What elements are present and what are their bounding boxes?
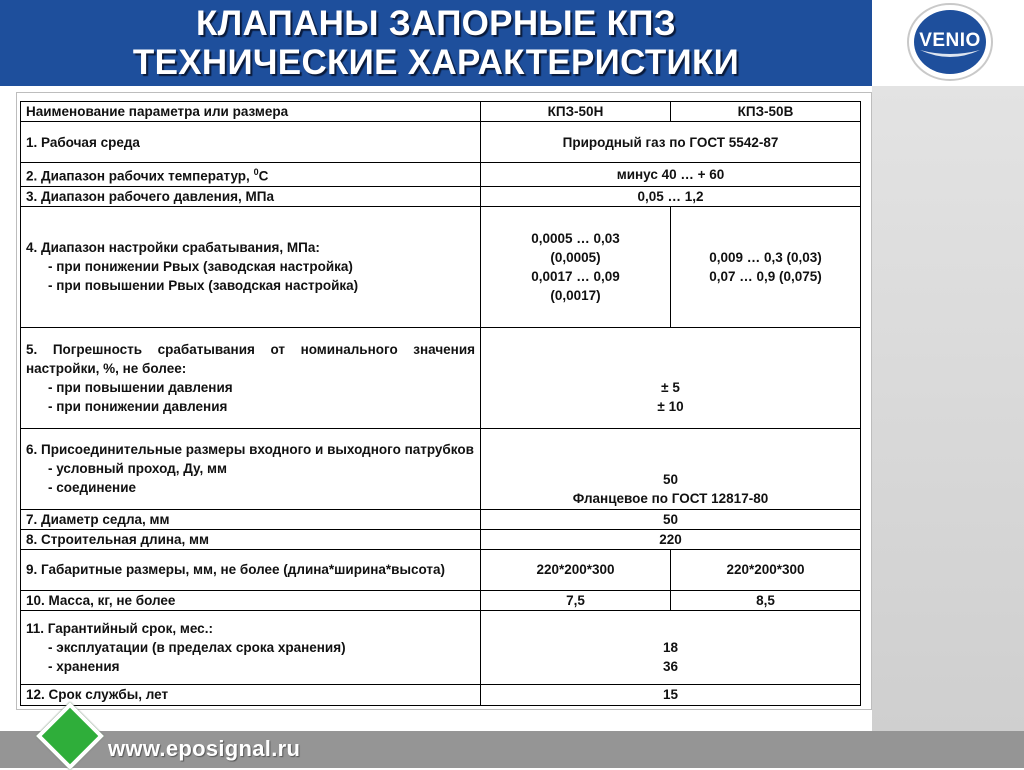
table-row — [21, 122, 861, 163]
table-row — [21, 684, 861, 705]
value-cell: 0,05 … 1,2 — [481, 186, 861, 206]
right-decor-strip — [872, 86, 1024, 731]
table-row — [21, 428, 861, 509]
value-cell-kpz-50v: 8,5 — [671, 590, 861, 610]
param-sub: - при повышении давления — [48, 379, 233, 395]
value-cell-kpz-50v: 220*200*300 — [671, 549, 861, 590]
header-kpz-50v: КПЗ-50В — [671, 102, 861, 122]
param-text: 11. Гарантийный срок, мес.: — [26, 620, 213, 636]
param-cell: 10. Масса, кг, не более — [21, 590, 481, 610]
param-sub: - эксплуатации (в пределах срока хранения) — [48, 639, 346, 655]
param-cell: 12. Срок службы, лет — [21, 684, 481, 705]
value-cell: 220 — [481, 529, 861, 549]
value-line: Фланцевое по ГОСТ 12817-80 — [572, 490, 769, 506]
table-row — [21, 163, 861, 187]
value-cell-kpz-50n — [481, 206, 671, 327]
value-line: 36 — [662, 658, 679, 674]
table-row — [21, 509, 861, 529]
value-line: 0,0017 … 0,09 — [531, 268, 620, 284]
param-sub: - хранения — [48, 658, 120, 674]
table-header-row — [21, 102, 861, 122]
param-cell — [21, 206, 481, 327]
logo-text: VENIO — [919, 30, 981, 51]
param-cell: 1. Рабочая среда — [21, 122, 481, 163]
table-row — [21, 186, 861, 206]
param-text: 6. Присоединительные размеры входного и выходного патрубков — [26, 442, 474, 457]
spec-table — [20, 101, 861, 706]
header-param: Наименование параметра или размера — [21, 102, 481, 122]
param-cell — [21, 163, 481, 187]
param-text: 5. Погрешность срабатывания от номинального значения настройки, %, не более: — [26, 341, 475, 376]
param-sub: - соединение — [48, 480, 137, 495]
param-cell — [21, 428, 481, 509]
value-line: 0,009 … 0,3 (0,03) — [709, 249, 822, 265]
param-cell — [21, 610, 481, 684]
page-title-line-1: КЛАПАНЫ ЗАПОРНЫЕ КПЗ — [196, 4, 676, 43]
value-cell: Природный газ по ГОСТ 5542-87 — [481, 122, 861, 163]
param-cell: 7. Диаметр седла, мм — [21, 509, 481, 529]
table-row — [21, 549, 861, 590]
value-cell-kpz-50v — [671, 206, 861, 327]
param-cell: 3. Диапазон рабочего давления, МПа — [21, 186, 481, 206]
value-cell: минус 40 … + 60 — [481, 163, 861, 187]
value-cell-kpz-50n: 7,5 — [481, 590, 671, 610]
value-line: 0,0005 … 0,03 — [531, 230, 620, 246]
table-row — [21, 206, 861, 327]
table-row — [21, 610, 861, 684]
value-line: 18 — [662, 639, 679, 655]
param-sub: - при понижении Рвых (заводская настройка) — [48, 259, 353, 274]
param-cell — [21, 327, 481, 428]
param-unit: С — [258, 168, 269, 184]
value-line: ± 10 — [657, 398, 684, 414]
table-row — [21, 327, 861, 428]
value-line: 0,07 … 0,9 (0,075) — [709, 268, 822, 284]
param-sub: - при понижении давления — [48, 398, 228, 414]
page-title-line-2: ТЕХНИЧЕСКИЕ ХАРАКТЕРИСТИКИ — [132, 43, 740, 82]
value-line: (0,0017) — [550, 287, 601, 303]
param-sup: 0 — [253, 167, 259, 177]
table-row — [21, 529, 861, 549]
value-line: 50 — [662, 471, 679, 487]
param-sub: - при повышении Рвых (заводская настройка) — [48, 278, 359, 293]
table-row — [21, 590, 861, 610]
param-sub: - условный проход, Ду, мм — [48, 461, 227, 476]
value-cell: 50 — [481, 509, 861, 529]
value-cell — [481, 428, 861, 509]
param-cell: 8. Строительная длина, мм — [21, 529, 481, 549]
value-line: ± 5 — [661, 379, 680, 395]
title-bar — [0, 0, 872, 86]
param-cell: 9. Габаритные размеры, мм, не более (длина*ширина*высота) — [21, 549, 481, 590]
value-cell — [481, 610, 861, 684]
value-line: (0,0005) — [550, 249, 601, 265]
param-text: 4. Диапазон настройки срабатывания, МПа: — [26, 240, 320, 255]
value-cell: 15 — [481, 684, 861, 705]
footer-url-link[interactable]: www.eposignal.ru — [108, 736, 301, 761]
value-cell — [481, 327, 861, 428]
value-cell-kpz-50n: 220*200*300 — [481, 549, 671, 590]
header-kpz-50n: КПЗ-50Н — [481, 102, 671, 122]
param-text: 2. Диапазон рабочих температур, — [26, 168, 254, 184]
